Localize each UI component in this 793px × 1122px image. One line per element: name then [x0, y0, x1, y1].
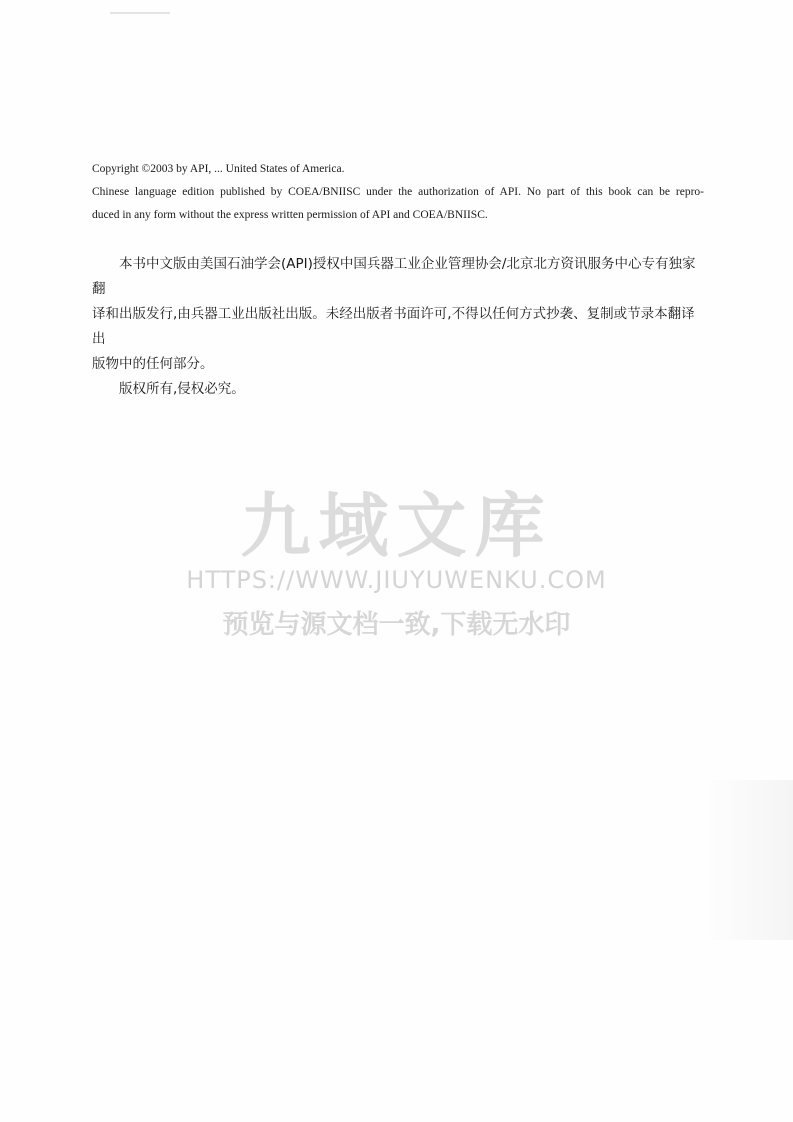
watermark-subtitle: 预览与源文档一致,下载无水印 [222, 610, 571, 640]
scan-shadow [703, 780, 793, 940]
chinese-notice-line-3: 版物中的任何部分。 [92, 356, 214, 372]
chinese-notice-block [92, 252, 704, 402]
chinese-notice-line-2: 译和出版发行,由兵器工业出版社出版。未经出版者书面许可,不得以任何方式抄袭、复制或节录本翻译出 [92, 306, 695, 347]
scan-edge-mark [110, 12, 170, 14]
copyright-line: Copyright ©2003 by API, ... United States of America. [92, 163, 345, 175]
edition-notice-line-2: duced in any form without the express written permission of API and COEA/BNIISC. [92, 209, 488, 221]
watermark-url: HTTPS://WWW.JIUYUWENKU.COM [186, 566, 607, 594]
copyright-block [92, 158, 704, 227]
chinese-notice-line-1: 本书中文版由美国石油学会(API)授权中国兵器工业企业管理协会/北京北方资讯服务中心专有独家翻 [92, 256, 696, 297]
rights-reserved: 版权所有,侵权必究。 [119, 381, 245, 397]
edition-notice-line-1: Chinese language edition published by COEA/BNIISC under the authorization of API. No part of this book can be repro- [92, 186, 704, 198]
watermark-title: 九域文库 [240, 485, 553, 567]
